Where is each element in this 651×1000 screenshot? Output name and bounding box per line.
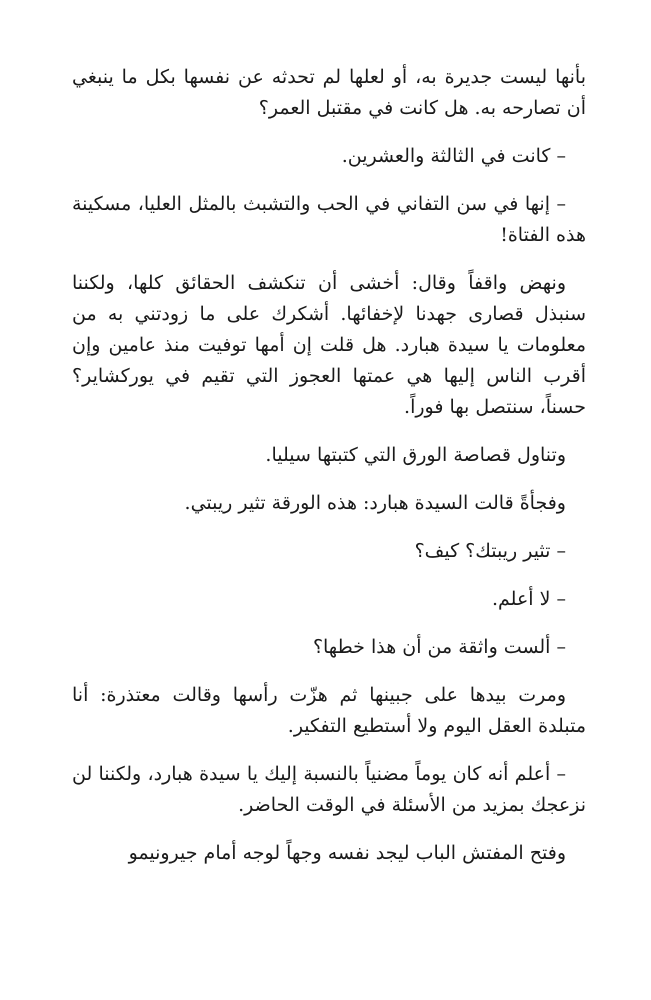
paragraph-12: وفتح المفتش الباب ليجد نفسه وجهاً لوجه أمام جيرونيمو (128, 842, 566, 864)
paragraph-5: وتناول قصاصة الورق التي كتبتها سيليا. (265, 444, 566, 466)
paragraph-4: ونهض واقفاً وقال: أخشى أن تنكشف الحقائق كلها، ولكننا سنبذل قصارى جهدنا لإخفائها. أشكرك على ما زودتني به من معلومات يا سيدة هبارد. هل قلت إن أمها توفيت منذ عامين وإن أقرب الناس إليها هي عمتها العجوز التي تقيم في يوركشاير؟ حسناً، سنتصل بها فوراً. (72, 272, 586, 418)
paragraph-8: – لا أعلم. (491, 588, 566, 610)
paragraph-1: بأنها ليست جديرة به، أو لعلها لم تحدثه عن نفسها بكل ما ينبغي أن تصارحه به. هل كانت في مقتبل العمر؟ (72, 66, 586, 119)
paragraph-6: وفجأةً قالت السيدة هبارد: هذه الورقة تثير ريبتي. (184, 492, 566, 514)
paragraph-3: – إنها في سن التفاني في الحب والتشبث بالمثل العليا، مسكينة هذه الفتاة! (72, 193, 586, 246)
paragraph-2: – كانت في الثالثة والعشرين. (341, 145, 566, 167)
book-page (72, 62, 586, 886)
paragraph-9: – ألست واثقة من أن هذا خطها؟ (312, 636, 566, 658)
paragraph-7: – تثير ريبتك؟ كيف؟ (414, 540, 566, 562)
paragraph-11: – أعلم أنه كان يوماً مضنياً بالنسبة إليك يا سيدة هبارد، ولكننا لن نزعجك بمزيد من الأسئلة في الوقت الحاضر. (72, 763, 586, 816)
paragraph-10: ومرت بيدها على جبينها ثم هزّت رأسها وقالت معتذرة: أنا متبلدة العقل اليوم ولا أستطيع التفكير. (72, 684, 586, 737)
